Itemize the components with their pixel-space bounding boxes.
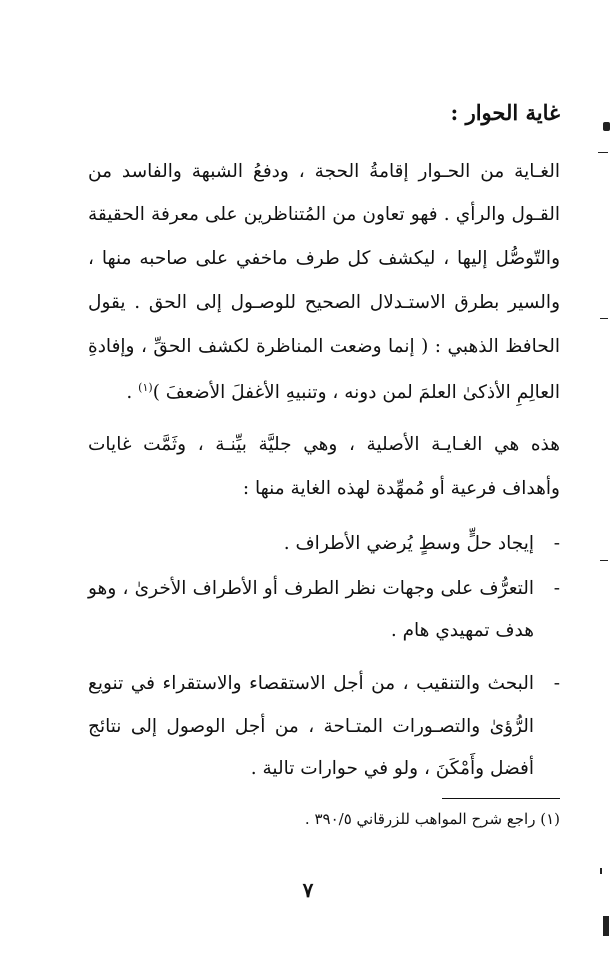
bullet-item: البحث والتنقيب ، من أجل الاستقصاء والاستقراء في تنويع	[88, 673, 534, 694]
paragraph-line: الغـاية من الحـوار إقامةُ الحجة ، ودفعُ الشبهة والفاسد من	[88, 161, 560, 182]
footnote: (١) راجع شرح المواهب للزرقاني ٣٩٠/٥ .	[304, 810, 560, 828]
bullet-dash: -	[553, 578, 560, 599]
bullet-item: إيجاد حلٍّ وسطٍ يُرضي الأطراف .	[283, 533, 534, 554]
quote-text: العالِمِ الأذكىٰ العلمَ لمن دونه ، وتنبيهِ الأغفلَ الأضعفَ )	[152, 382, 560, 404]
paragraph-line: القـول والرأي . فهو تعاون من المُتناظرين على معرفة الحقيقة	[88, 204, 560, 225]
paragraph-line: والسير بطرق الاستـدلال الصحيح للوصـول إلى الحق . يقول	[88, 292, 560, 313]
scan-edge-mark	[603, 916, 609, 936]
scan-edge-mark	[600, 868, 602, 874]
sentence-end: .	[126, 382, 139, 404]
paragraph-line-last	[126, 382, 560, 403]
bullet-dash: -	[553, 673, 560, 694]
footnote-reference: (١)	[138, 381, 153, 394]
scan-edge-mark	[598, 152, 608, 153]
bullet-item-continuation: هدف تمهيدي هام .	[390, 620, 534, 641]
bullet-item: التعرُّف على وجهات نظر الطرف أو الأطراف الأخرىٰ ، وهو	[88, 578, 534, 599]
bullet-item-continuation: الرُّؤىٰ والتصـورات المتـاحة ، من أجل الوصول إلى نتائج	[88, 716, 534, 737]
section-heading: غاية الحوار :	[450, 100, 560, 125]
page-number: ٧	[302, 878, 314, 902]
scan-edge-mark	[600, 560, 608, 561]
bullet-dash: -	[553, 533, 560, 554]
paragraph-line: هذه هي الغـايـة الأصلية ، وهي جليَّة بيِّنـة ، وثَمَّت غايات	[88, 434, 560, 455]
scan-edge-mark	[600, 318, 608, 319]
bullet-item-continuation: أفضل وأَمْكَنَ ، ولو في حوارات تالية .	[250, 758, 534, 779]
paragraph-line: وأهداف فرعية أو مُمهِّدة لهذه الغاية منها :	[242, 478, 560, 499]
scan-edge-mark	[603, 122, 610, 131]
footnote-separator	[442, 798, 560, 799]
paragraph-line: والتّوصُّل إليها ، ليكشف كل طرف ماخفي على صاحبه منها ،	[88, 248, 560, 269]
paragraph-line: الحافظ الذهبي : ( إنما وضعت المناظرة لكشف الحقِّ ، وإفادةِ	[88, 336, 560, 357]
